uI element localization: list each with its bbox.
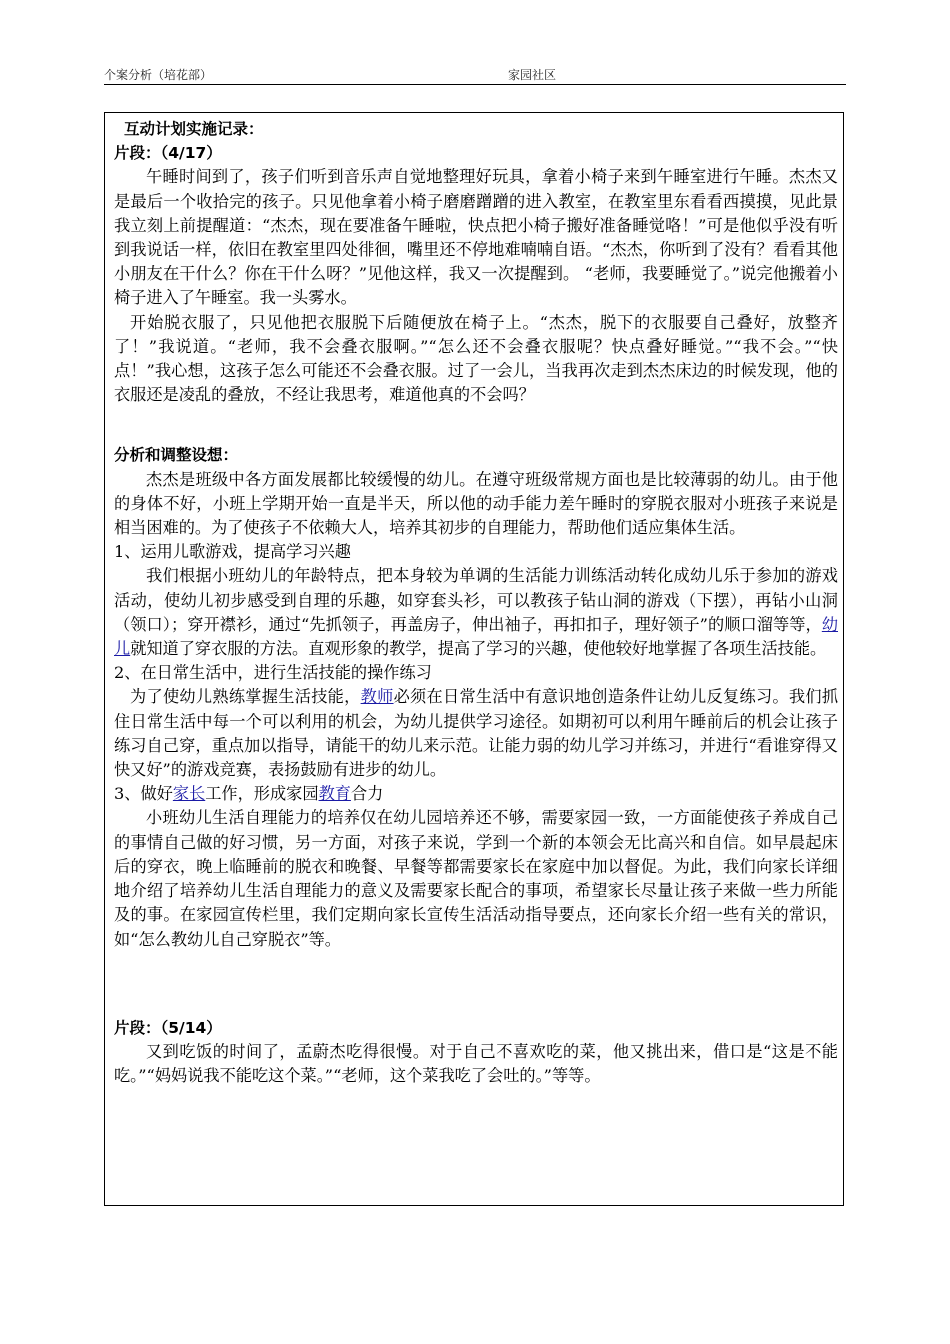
link-jiazhang[interactable]: 家长: [172, 784, 206, 804]
segment1-paragraph-2: 开始脱衣服了，只见他把衣服脱下后随便放在椅子上。“杰杰，脱下的衣服要自己叠好，放整齐了！”我说道。“老师，我不会叠衣服啊。”“怎么还不会叠衣服呢？快点叠好睡觉。”“我不会。”“快点！”我心想，这孩子怎么可能还不会叠衣服。过了一会儿，当我再次走到杰杰床边的时候发现，他的衣服还是凌乱的叠放，不经让我思考，难道他真的不会吗？: [114, 312, 838, 405]
spacer: [114, 407, 838, 431]
analysis-item1-title: 1、运用儿歌游戏，提高学习兴趣: [114, 542, 351, 562]
item1-text-part-a: 我们根据小班幼儿的年龄特点，把本身较为单调的生活能力训练活动转化成幼儿乐于参加的游戏活动，使幼儿初步感受到自理的乐趣，如穿套头衫，可以教孩子钻山洞的游戏（下摆），再钻小山洞（领口）；穿开襟衫，通过“先抓领子，再盖房子，伸出袖子，再扣扣子，理好领子”的顺口溜等等，: [114, 566, 838, 634]
item2-text-part-a: 为了使幼儿熟练掌握生活技能，: [130, 687, 361, 707]
analysis-paragraph-1: 杰杰是班级中各方面发展都比较缓慢的幼儿。在遵守班级常规方面也是比较薄弱的幼儿。由于他的身体不好，小班上学期开始一直是半天，所以他的动手能力差午睡时的穿脱衣服对小班孩子来说是相当困难的。为了使孩子不依赖大人，培养其初步的自理能力，帮助他们适应集体生活。: [114, 469, 838, 538]
header-center-text: 家园社区: [508, 68, 557, 82]
analysis-item3-text: 小班幼儿生活自理能力的培养仅在幼儿园培养还不够，需要家园一致，一方面能使孩子养成自己的事情自己做的好习惯，另一方面，对孩子来说，学到一个新的本领会无比高兴和自信。如早晨起床后的穿衣，晚上临睡前的脱衣和晚餐、早餐等都需要家长在家庭中加以督促。为此，我们向家长详细地介绍了培养幼儿生活自理能力的意义及需要家长配合的事项，希望家长尽量让孩子来做一些力所能及的事。在家园宣传栏里，我们定期向家长宣传生活活动指导要点，还向家长介绍一些有关的常识，如“怎么教幼儿自己穿脱衣”等。: [114, 808, 838, 949]
item3-title-part-a: 3、做好: [114, 784, 173, 804]
analysis-item2-title: 2、在日常生活中，进行生活技能的操作练习: [114, 663, 432, 683]
segment2-paragraph-1: 又到吃饭的时间了，孟蔚杰吃得很慢。对于自己不喜欢吃的菜，他又挑出来，借口是“这是不能吃。”“妈妈说我不能吃这个菜。”“老师，这个菜我吃了会吐的。”等等。: [114, 1041, 838, 1086]
item3-title-part-c: 合力: [350, 784, 384, 804]
segment2-label: 片段：（5/14）: [114, 1018, 222, 1037]
page-header: [104, 62, 846, 85]
segment1-paragraph-1: 午睡时间到了，孩子们听到音乐声自觉地整理好玩具，拿着小椅子来到午睡室进行午睡。杰杰又是最后一个收拾完的孩子。只见他拿着小椅子磨磨蹭蹭的进入教室，在教室里东看看西摸摸，见此景我立刻上前提醒道：“杰杰，现在要准备午睡啦，快点把小椅子搬好准备睡觉咯！”可是他似乎没有听到我说话一样，依旧在教室里四处徘徊，嘴里还不停地难喃喃自语。“杰杰，你听到了没有？看看其他小朋友在干什么？你在干什么呀？”见他这样，我又一次提醒到。 “老师，我要睡觉了。”说完他搬着小椅子进入了午睡室。我一头雾水。: [114, 167, 838, 308]
spacer: [114, 952, 838, 992]
segment1-label: 片段：（4/17）: [114, 144, 222, 163]
item3-title-part-b: 工作，形成家园: [205, 784, 319, 804]
analysis-item3-title: [114, 782, 838, 806]
header-left-text: 个案分析（培花部）: [104, 68, 213, 82]
link-jiaoyu[interactable]: 教育: [318, 784, 351, 804]
analysis-item2-text: [114, 685, 838, 782]
item1-text-part-b: 就知道了穿衣服的方法。直观形象的教学，提高了学习的兴趣，使他较好地掌握了各项生活技能。: [130, 639, 827, 659]
spacer: [114, 992, 838, 1016]
record-box: [104, 112, 844, 1206]
link-youer[interactable]: 幼儿: [114, 614, 838, 659]
record-title: 互动计划实施记录：: [124, 120, 264, 138]
analysis-item1-text: [114, 564, 838, 661]
item2-text-part-b: 必须在日常生活中有意识地创造条件让幼儿反复练习。我们抓住日常生活中每一个可以利用的机会，为幼儿提供学习途径。如期初可以利用午睡前后的机会让孩子练习自己穿，重点加以指导，请能干的幼儿来示范。让能力弱的幼儿学习并练习，并进行“看谁穿得又快又好”的游戏竞赛，表扬鼓励有进步的幼儿。: [114, 687, 839, 780]
analysis-label: 分析和调整设想：: [114, 446, 239, 465]
link-jiaoshi[interactable]: 教师: [360, 687, 394, 707]
record-content: [114, 113, 838, 1088]
